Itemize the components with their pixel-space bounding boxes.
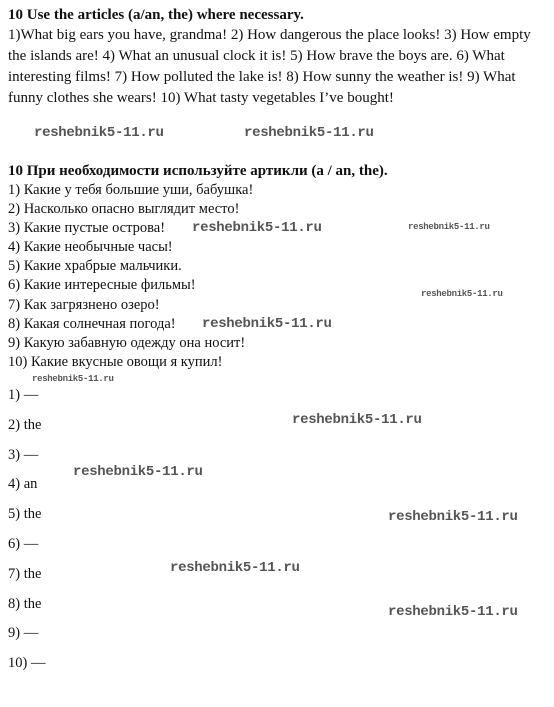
translation-line: 10) Какие вкусные овощи я купил! <box>8 353 223 370</box>
watermark: reshebnik5-11.ru <box>421 289 503 299</box>
translation-line: 6) Какие интересные фильмы! <box>8 277 196 294</box>
watermark: reshebnik5-11.ru <box>292 412 422 428</box>
answer-item: 9) — <box>8 625 39 642</box>
answer-item: 8) the <box>8 595 42 612</box>
exercise-title-russian: 10 При необходимости используйте артикли (a / an, the). <box>8 163 388 179</box>
answer-item: 1) — <box>8 387 39 403</box>
answer-item: 7) the <box>8 565 42 582</box>
translation-line: 5) Какие храбрые мальчики. <box>8 258 182 275</box>
translation-line: 7) Как загрязнено озеро! <box>8 296 160 313</box>
translation-line: 1) Какие у тебя большие уши, бабушка! <box>8 182 254 198</box>
watermark: reshebnik5-11.ru <box>32 374 114 384</box>
exercise-english <box>8 6 546 109</box>
answer-item: 4) an <box>8 476 38 493</box>
watermark: reshebnik5-11.ru <box>192 220 322 236</box>
translation-line: 9) Какую забавную одежду она носит! <box>8 334 246 351</box>
translation-line: 4) Какие необычные часы! <box>8 239 173 256</box>
answer-list <box>8 386 45 684</box>
watermark: reshebnik5-11.ru <box>34 125 164 141</box>
answer-item: 2) the <box>8 416 42 433</box>
watermark: reshebnik5-11.ru <box>244 125 374 141</box>
watermark: reshebnik5-11.ru <box>73 464 203 480</box>
answer-item: 6) — <box>8 535 39 552</box>
translation-line: 3) Какие пустые острова! <box>8 220 166 237</box>
watermark: reshebnik5-11.ru <box>388 604 518 620</box>
exercise-text-english: 1)What big ears you have, grandma! 2) How dangerous the place looks! 3) How empty the islands are! 4) What an unusual clock it is! 5) How brave the boys are. 6) What interesting films! 7) How polluted the lake is! 8) How sunny the weather is! 9) What funny clothes she wears! 10) What tasty vegetables I’ve bought! <box>8 27 531 106</box>
watermark: reshebnik5-11.ru <box>388 509 518 525</box>
translation-line: 2) Насколько опасно выглядит место! <box>8 201 240 218</box>
watermark: reshebnik5-11.ru <box>408 222 490 232</box>
watermark: reshebnik5-11.ru <box>202 316 332 332</box>
translation-line: 8) Какая солнечная погода! <box>8 315 176 332</box>
answer-item: 3) — <box>8 446 39 463</box>
exercise-russian <box>8 162 546 372</box>
watermark: reshebnik5-11.ru <box>170 560 300 576</box>
answer-item: 5) the <box>8 506 42 523</box>
exercise-title-english: 10 Use the articles (a/an, the) where necessary. <box>8 7 304 23</box>
answer-item: 10) — <box>8 655 46 672</box>
